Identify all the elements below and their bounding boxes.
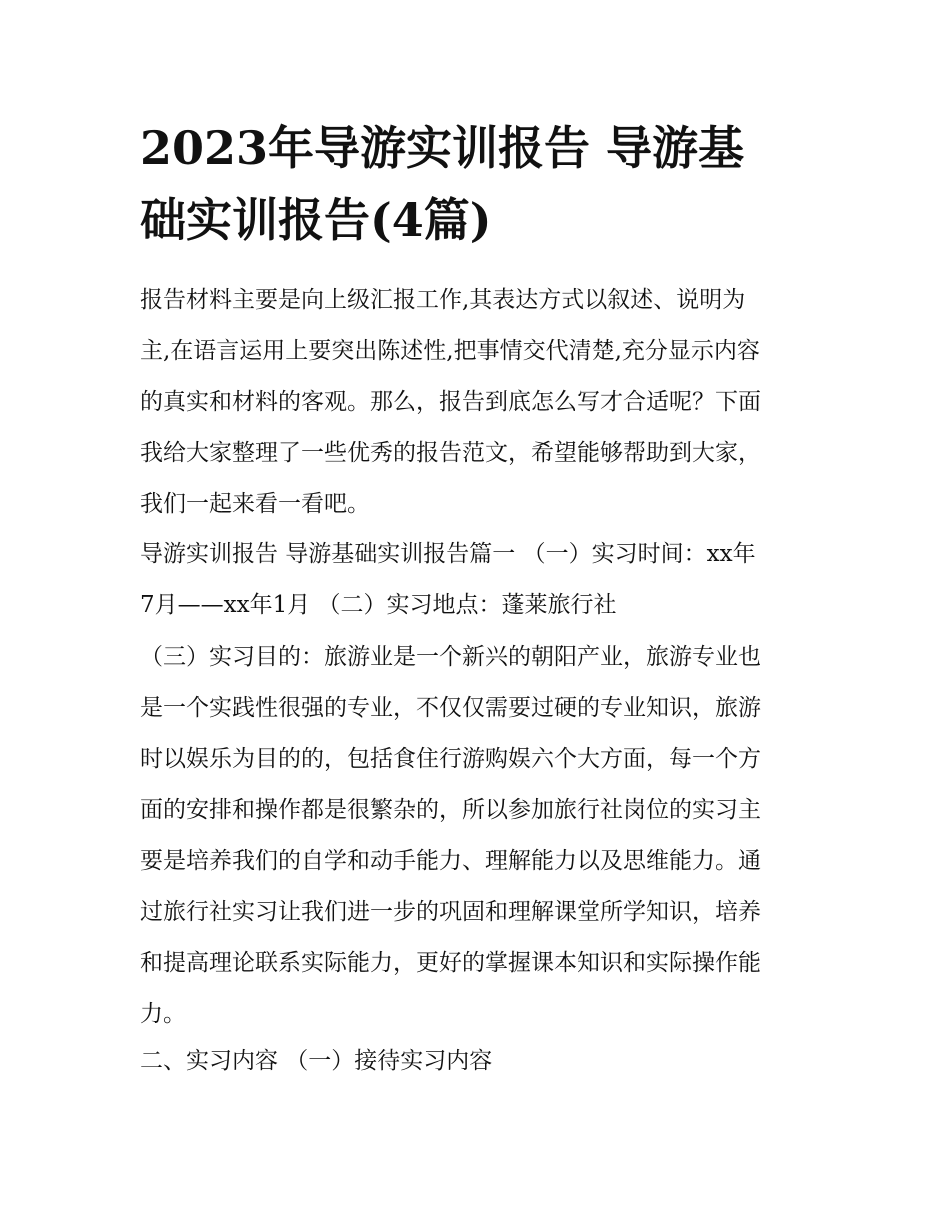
intro-line: 的真实和材料的客观。那么，报告到底怎么写才合适呢？下面 — [140, 389, 761, 415]
purpose-line: 和提高理论联系实际能力，更好的掌握课本知识和实际操作能 — [140, 950, 761, 976]
purpose-line: 力。 — [140, 1001, 186, 1027]
purpose-line: 要是培养我们的自学和动手能力、理解能力以及思维能力。通 — [140, 848, 761, 874]
title-line-1: 2023年导游实训报告 导游基 — [140, 121, 745, 175]
section-two-heading-text: 二、实习内容 （一）接待实习内容 — [140, 1048, 493, 1074]
intro-line: 报告材料主要是向上级汇报工作,其表达方式以叙述、说明为 — [140, 287, 746, 313]
section-one-line: 导游实训报告 导游基础实训报告篇一 （一）实习时间：xx年 — [140, 541, 756, 567]
intro-line: 我们一起来看一看吧。 — [140, 491, 370, 517]
intro-paragraph — [140, 275, 830, 530]
purpose-line: 时以娱乐为目的的，包括食住行游购娱六个大方面，每一个方 — [140, 746, 761, 772]
intro-line: 主,在语言运用上要突出陈述性,把事情交代清楚,充分显示内容 — [140, 338, 760, 364]
purpose-line: 是一个实践性很强的专业，不仅仅需要过硬的专业知识，旅游 — [140, 695, 761, 721]
purpose-line: 过旅行社实习让我们进一步的巩固和理解课堂所学知识，培养 — [140, 899, 761, 925]
intro-line: 我给大家整理了一些优秀的报告范文，希望能够帮助到大家， — [140, 440, 761, 466]
purpose-line: 面的安排和操作都是很繁杂的，所以参加旅行社岗位的实习主 — [140, 797, 761, 823]
section-one-line: 7月——xx年1月 （二）实习地点：蓬莱旅行社 — [140, 592, 617, 618]
purpose-line: （三）实习目的：旅游业是一个新兴的朝阳产业，旅游专业也 — [140, 644, 761, 670]
title-line-2: 础实训报告(4篇) — [140, 193, 492, 247]
section-one-paragraph — [140, 529, 830, 631]
document-title — [140, 112, 820, 256]
section-two-heading — [140, 1036, 830, 1087]
purpose-paragraph — [140, 632, 830, 1040]
